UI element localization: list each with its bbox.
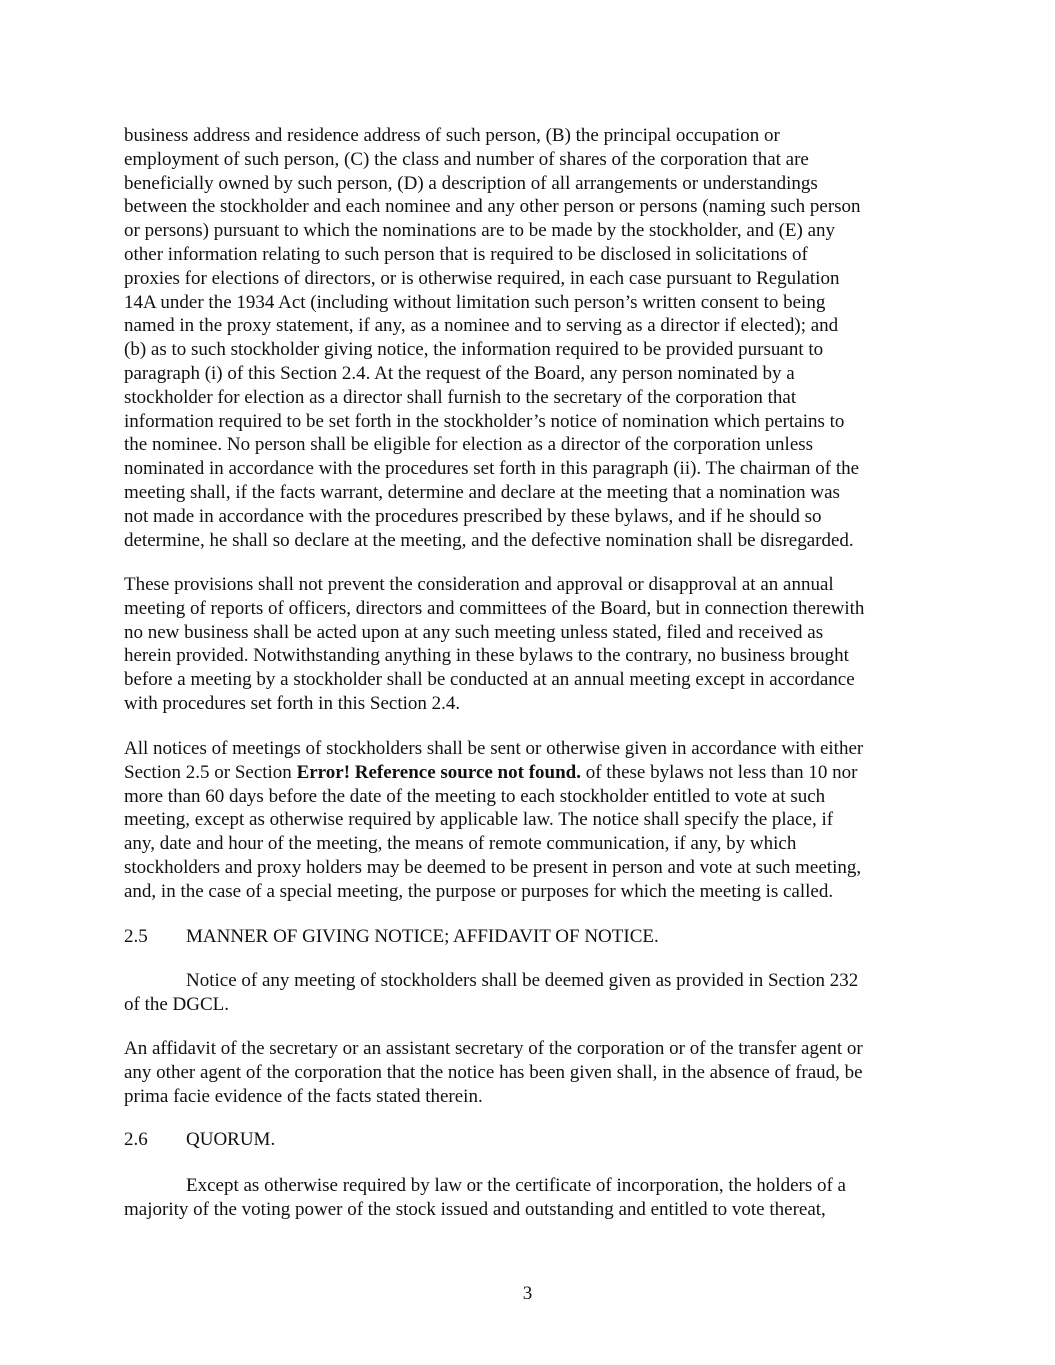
text-line: named in the proxy statement, if any, as a nominee and to serving as a director if elected); and: [124, 315, 839, 337]
text-line: more than 60 days before the date of the meeting to each stockholder entitled to vote at such: [124, 785, 826, 807]
text-line: beneficially owned by such person, (D) a description of all arrangements or understandings: [124, 172, 818, 194]
page-number: 3: [522, 1283, 533, 1304]
text-line: information required to be set forth in the stockholder’s notice of nomination which pertains to: [124, 410, 845, 432]
section-title: MANNER OF GIVING NOTICE; AFFIDAVIT OF NOTICE.: [186, 926, 659, 947]
text-line: of these bylaws not less than 10 nor: [580, 761, 858, 783]
paragraph-notice-given: [124, 969, 936, 1017]
text-line: and, in the case of a special meeting, the purpose or purposes for which the meeting is called.: [124, 880, 834, 902]
text-line: meeting of reports of officers, directors and committees of the Board, but in connection therewith: [124, 597, 865, 619]
text-line: no new business shall be acted upon at any such meeting unless stated, filed and received as: [124, 621, 824, 643]
section-heading-2-5: [124, 925, 659, 949]
paragraph-affidavit: [124, 1037, 936, 1108]
text-line: business address and residence address of such person, (B) the principal occupation or: [124, 125, 780, 146]
text-line: other information relating to such person that is required to be disclosed in solicitations of: [124, 243, 808, 265]
text-line: herein provided. Notwithstanding anything in these bylaws to the contrary, no business brought: [124, 645, 849, 667]
text-line: majority of the voting power of the stock issued and outstanding and entitled to vote thereat,: [124, 1198, 826, 1220]
text-line: between the stockholder and each nominee and any other person or persons (naming such person: [124, 196, 861, 218]
text-line: 14A under the 1934 Act (including without limitation such person’s written consent to being: [124, 291, 826, 313]
section-title: QUORUM.: [186, 1129, 276, 1150]
text-line: with procedures set forth in this Section 2.4.: [124, 692, 461, 714]
text-line: proxies for elections of directors, or is otherwise required, in each case pursuant to Regulation: [124, 267, 840, 289]
text-line: any, date and hour of the meeting, the means of remote communication, if any, by which: [124, 833, 797, 855]
text-line: not made in accordance with the procedures prescribed by these bylaws, and if he should so: [124, 505, 822, 527]
paragraph-provisions: [124, 573, 936, 716]
text-line: stockholder for election as a director shall furnish to the secretary of the corporation that: [124, 386, 797, 408]
section-heading-2-6: [124, 1128, 275, 1152]
text-line: of the DGCL.: [124, 993, 230, 1015]
text-line: the nominee. No person shall be eligible for election as a director of the corporation unless: [124, 434, 814, 456]
paragraph-quorum: [124, 1174, 936, 1222]
text-line: nominated in accordance with the procedures set forth in this paragraph (ii). The chairman of the: [124, 458, 860, 480]
reference-error: Error! Reference source not found.: [296, 761, 581, 783]
text-line: before a meeting by a stockholder shall be conducted at an annual meeting except in accordance: [124, 669, 855, 691]
text-line: determine, he shall so declare at the meeting, and the defective nomination shall be disregarded.: [124, 529, 854, 551]
text-line: An affidavit of the secretary or an assistant secretary of the corporation or of the transfer agent or: [124, 1038, 863, 1059]
text-line: Notice of any meeting of stockholders shall be deemed given as provided in Section 232: [186, 970, 859, 991]
paragraph-notices-of-meetings: [124, 737, 936, 904]
text-line: meeting, except as otherwise required by applicable law. The notice shall specify the place, if: [124, 809, 834, 831]
text-line: stockholders and proxy holders may be deemed to be present in person and vote at such meeting,: [124, 856, 862, 878]
text-line: Except as otherwise required by law or the certificate of incorporation, the holders of a: [186, 1175, 846, 1196]
paragraph-nominee-information: [124, 124, 936, 552]
text-line: prima facie evidence of the facts stated therein.: [124, 1085, 483, 1107]
text-line: or persons) pursuant to which the nominations are to be made by the stockholder, and (E) any: [124, 220, 836, 242]
section-number: 2.5: [124, 926, 148, 947]
text-line: Section 2.5 or Section: [124, 761, 297, 783]
text-line: (b) as to such stockholder giving notice, the information required to be provided pursuant to: [124, 339, 824, 361]
text-line: employment of such person, (C) the class and number of shares of the corporation that are: [124, 148, 809, 170]
text-line: These provisions shall not prevent the consideration and approval or disapproval at an annual: [124, 574, 834, 595]
section-number: 2.6: [124, 1129, 148, 1150]
text-line: All notices of meetings of stockholders shall be sent or otherwise given in accordance with either: [124, 738, 864, 759]
text-line: meeting shall, if the facts warrant, determine and declare at the meeting that a nomination was: [124, 481, 840, 503]
text-line: any other agent of the corporation that the notice has been given shall, in the absence of fraud, be: [124, 1061, 863, 1083]
text-line: paragraph (i) of this Section 2.4. At the request of the Board, any person nominated by a: [124, 362, 795, 384]
